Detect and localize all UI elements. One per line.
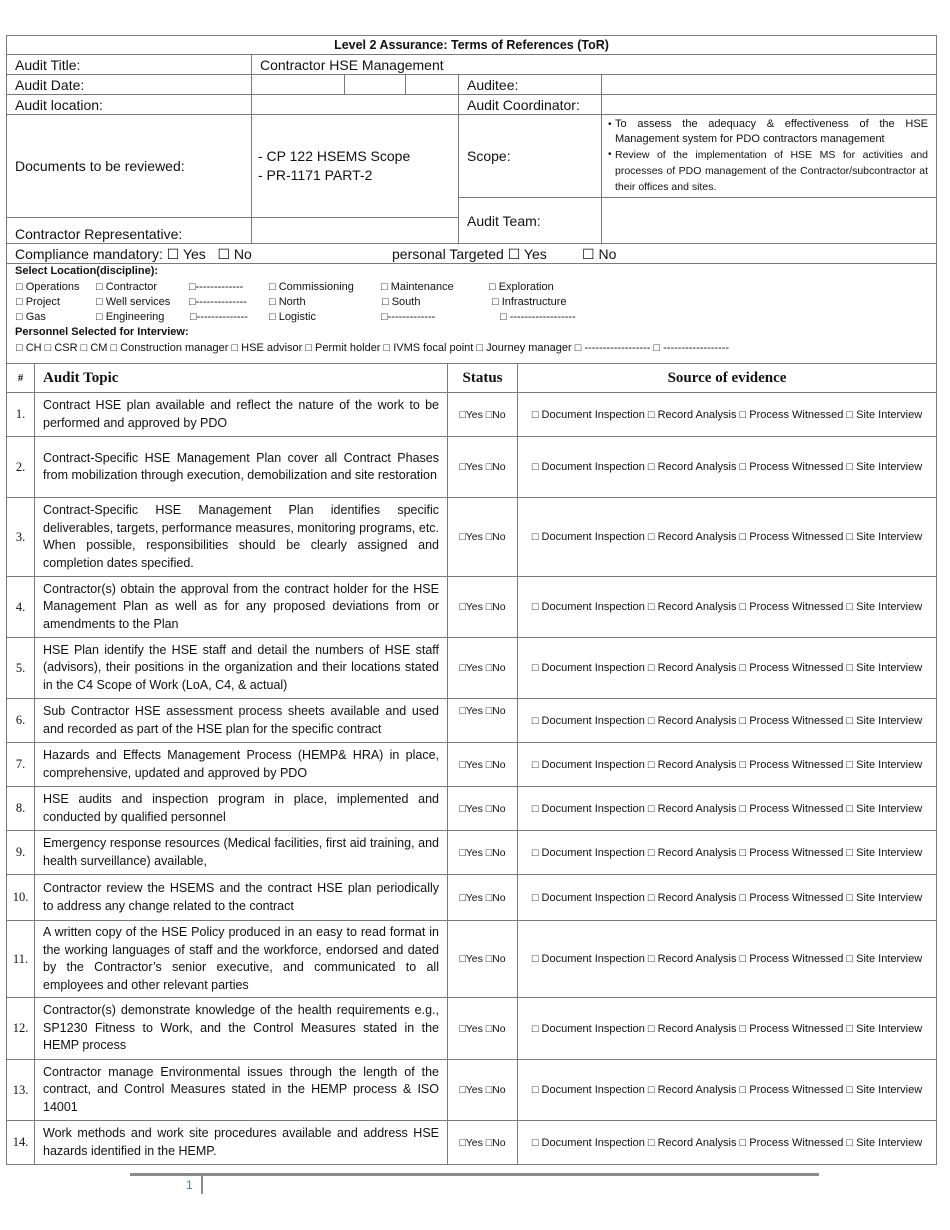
- header-source-text: Source of evidence: [667, 369, 787, 386]
- footer-rule: [130, 1173, 819, 1176]
- location-option[interactable]: □ Maintenance: [381, 281, 454, 293]
- row-number-cell: [6, 997, 35, 1060]
- location-option[interactable]: □--------------: [189, 296, 247, 308]
- source-evidence-checkboxes[interactable]: □ Document Inspection □ Record Analysis □ Process Witnessed □ Site Interview: [531, 1084, 923, 1096]
- checkbox-icon: ☐: [582, 246, 595, 262]
- source-cell[interactable]: [517, 830, 937, 875]
- location-option[interactable]: □-------------: [189, 281, 244, 293]
- source-evidence-checkboxes[interactable]: □ Document Inspection □ Record Analysis □ Process Witnessed □ Site Interview: [531, 1022, 923, 1035]
- row-number-cell: [6, 392, 35, 437]
- targeted-no-label: No: [598, 246, 617, 262]
- audit-topic-cell: [34, 786, 448, 831]
- audit-topic-text: HSE Plan identify the HSE staff and detail the numbers of HSE staff (advisors), their positions in the organization and their locations stated in the C4 Scope of Work (LoA, C4, & actual): [43, 642, 439, 692]
- compliance-no-checkbox[interactable]: [217, 246, 251, 262]
- personal-targeted: [392, 246, 547, 263]
- scope-label-text: Scope:: [467, 148, 511, 164]
- source-cell[interactable]: [517, 997, 937, 1060]
- source-cell[interactable]: [517, 874, 937, 921]
- row-number: 9.: [15, 845, 26, 859]
- status-yes-no-checkboxes[interactable]: □Yes □No: [459, 408, 506, 421]
- row-number: 8.: [15, 801, 26, 815]
- audit-topic-cell: [34, 1120, 448, 1165]
- audit-topic-cell: [34, 742, 448, 787]
- audit-location-field[interactable]: [251, 94, 459, 115]
- status-cell[interactable]: [447, 920, 518, 998]
- status-cell[interactable]: [447, 576, 518, 638]
- status-yes-no-checkboxes[interactable]: □Yes □No: [459, 891, 506, 904]
- audit-title-label: [6, 54, 252, 75]
- audit-date-month-field[interactable]: [344, 74, 406, 95]
- audit-topic-text: Contract-Specific HSE Management Plan identifies specific deliverables, targets, performance measures, monitoring programs, etc. When possible, responsibilities should be clearly assigned and completion dates specified.: [43, 503, 440, 570]
- document-item: - CP 122 HSEMS Scope: [258, 148, 411, 164]
- footer-divider: [201, 1176, 203, 1194]
- location-option[interactable]: □ Gas: [16, 311, 46, 323]
- location-option[interactable]: □ Logistic: [269, 311, 316, 323]
- audit-topic-text: HSE audits and inspection program in place, implemented and conducted by qualified personnel: [43, 792, 439, 824]
- compliance-mandatory: [15, 246, 252, 263]
- status-cell[interactable]: [447, 874, 518, 921]
- location-heading: Select Location(discipline):: [15, 265, 159, 277]
- document-title-text: Level 2 Assurance: Terms of References (ToR): [334, 38, 609, 52]
- header-number-text: #: [17, 372, 24, 384]
- source-evidence-checkboxes[interactable]: □ Document Inspection □ Record Analysis □ Process Witnessed □ Site Interview: [531, 531, 923, 543]
- contractor-rep-label: [6, 217, 252, 244]
- location-option[interactable]: □ Project: [16, 296, 60, 308]
- audit-topic-text: Sub Contractor HSE assessment process sheets available and used and recorded as part of the HSE plan for the specific contract: [43, 704, 439, 736]
- targeted-no-checkbox[interactable]: [582, 246, 616, 263]
- row-number: 11.: [12, 951, 29, 966]
- row-number-cell: [6, 786, 35, 831]
- header-status: [447, 363, 518, 393]
- status-yes-no-checkboxes[interactable]: □Yes □No: [459, 1022, 506, 1035]
- audit-topic-text: Contractor(s) obtain the approval from the contract holder for the HSE Management Plan as well as for any proposed deviations from or amendments to the Plan: [43, 581, 439, 631]
- location-option[interactable]: □ Contractor: [96, 281, 158, 293]
- documents-list: [258, 147, 410, 185]
- status-yes-no-checkboxes[interactable]: □Yes □No: [459, 1084, 506, 1096]
- contractor-rep-label-text: Contractor Representative:: [15, 225, 183, 242]
- status-yes-no-checkboxes[interactable]: □Yes □No: [459, 802, 506, 815]
- status-yes-no-checkboxes[interactable]: □Yes □No: [459, 461, 506, 473]
- audit-topic-cell: [34, 997, 448, 1060]
- row-number: 7.: [15, 757, 26, 771]
- audit-topic-text: Contractor manage Environmental issues through the length of the contract, and Control Measures stated in the HEMP process & ISO 14001: [43, 1064, 439, 1114]
- auditee-field[interactable]: [601, 74, 937, 95]
- compliance-mandatory-label: Compliance mandatory:: [15, 246, 163, 262]
- row-number-cell: [6, 436, 35, 498]
- status-yes-no-checkboxes[interactable]: □Yes □No: [459, 846, 506, 859]
- header-status-text: Status: [462, 369, 503, 386]
- source-evidence-checkboxes[interactable]: □ Document Inspection □ Record Analysis □ Process Witnessed □ Site Interview: [531, 662, 923, 674]
- audit-location-label-text: Audit location:: [15, 96, 103, 113]
- audit-topic-text: Emergency response resources (Medical facilities, first aid training, and health surveillance) available,: [43, 836, 439, 868]
- status-cell[interactable]: [447, 637, 518, 699]
- audit-topic-cell: [34, 698, 448, 743]
- source-cell[interactable]: [517, 1059, 937, 1121]
- row-number: 6.: [15, 713, 26, 727]
- row-number: 4.: [15, 599, 26, 614]
- status-cell[interactable]: [447, 742, 518, 787]
- compliance-no-label: No: [233, 246, 252, 262]
- personnel-heading: Personnel Selected for Interview:: [15, 326, 189, 338]
- audit-topic-cell: [34, 874, 448, 921]
- status-cell[interactable]: [447, 786, 518, 831]
- document-title: [6, 35, 937, 55]
- audit-topic-cell: [34, 1059, 448, 1121]
- targeted-yes-label: Yes: [523, 246, 547, 262]
- scope-item: • Review of the implementation of HSE MS for activities and processes of PDO management of the Contractor/subcontractor at their offices and sites.: [609, 147, 928, 195]
- source-evidence-checkboxes[interactable]: □ Document Inspection □ Record Analysis □ Process Witnessed □ Site Interview: [531, 601, 923, 613]
- audit-topic-text: Hazards and Effects Management Process (HEMP& HRA) in place, comprehensive, updated and approved by PDO: [43, 748, 439, 780]
- location-option[interactable]: □ Commissioning: [269, 281, 354, 293]
- location-option[interactable]: □ South: [382, 296, 421, 308]
- row-number-cell: [6, 874, 35, 921]
- location-option[interactable]: □ Well services: [96, 296, 171, 308]
- status-cell[interactable]: [447, 997, 518, 1060]
- row-number-cell: [6, 576, 35, 638]
- source-evidence-checkboxes[interactable]: □ Document Inspection □ Record Analysis □ Process Witnessed □ Site Interview: [531, 802, 923, 815]
- audit-team-label: [458, 197, 602, 244]
- location-section: [6, 263, 937, 364]
- source-cell[interactable]: [517, 920, 937, 998]
- audit-date-label-text: Audit Date:: [15, 76, 85, 93]
- status-yes-no-checkboxes[interactable]: □Yes □No: [459, 662, 506, 674]
- status-yes-no-checkboxes[interactable]: □Yes □No: [459, 705, 506, 717]
- source-cell[interactable]: [517, 576, 937, 638]
- compliance-row: [6, 243, 937, 264]
- location-option[interactable]: □ North: [269, 296, 306, 308]
- audit-location-label: [6, 94, 252, 115]
- audit-topic-text: Contract-Specific HSE Management Plan cover all Contract Phases from mobilization through execution, demobilization and site restoration: [43, 450, 439, 482]
- documents-label-text: Documents to be reviewed:: [15, 158, 185, 174]
- personnel-options[interactable]: □ CH □ CSR □ CM □ Construction manager □ HSE advisor □ Permit holder □ IVMS focal point □ Journey manager □ ------------------ □ ------------------: [16, 342, 730, 354]
- row-number-cell: [6, 742, 35, 787]
- source-evidence-checkboxes[interactable]: □ Document Inspection □ Record Analysis □ Process Witnessed □ Site Interview: [531, 408, 923, 421]
- document-item: - PR-1171 PART-2: [258, 167, 373, 183]
- row-number: 5.: [15, 660, 26, 675]
- audit-topic-cell: [34, 436, 448, 498]
- status-yes-no-checkboxes[interactable]: □Yes □No: [459, 953, 506, 965]
- row-number: 12.: [12, 1021, 29, 1035]
- audit-topic-text: A written copy of the HSE Policy produced in an easy to read format in the working languages of staff and the workforce, endorsed and dated by the Contractor’s senior executive, and communicated to all employees and other relevant parties: [43, 925, 439, 992]
- source-evidence-checkboxes[interactable]: □ Document Inspection □ Record Analysis □ Process Witnessed □ Site Interview: [531, 953, 923, 965]
- status-cell[interactable]: [447, 1059, 518, 1121]
- location-option[interactable]: □ Exploration: [489, 281, 554, 293]
- source-evidence-checkboxes[interactable]: □ Document Inspection □ Record Analysis □ Process Witnessed □ Site Interview: [531, 758, 923, 771]
- location-option[interactable]: □--------------: [190, 311, 248, 323]
- status-cell[interactable]: [447, 392, 518, 437]
- header-audit-topic-text: Audit Topic: [43, 369, 119, 386]
- location-option[interactable]: □ Infrastructure: [492, 296, 567, 308]
- row-number: 10.: [12, 890, 29, 904]
- checkbox-icon: ☐: [217, 246, 231, 262]
- source-cell[interactable]: [517, 698, 937, 743]
- header-source: [517, 363, 937, 393]
- audit-title-field[interactable]: [251, 54, 937, 75]
- source-cell[interactable]: [517, 436, 937, 498]
- audit-topic-text: Contractor(s) demonstrate knowledge of the health requirements e.g., SP1230 Fitness to Work, and the Control Measures stated in the HEMP process: [43, 1003, 439, 1053]
- audit-date-label: [6, 74, 252, 95]
- audit-topic-cell: [34, 576, 448, 638]
- audit-topic-cell: [34, 637, 448, 699]
- source-cell[interactable]: [517, 1120, 937, 1165]
- audit-title-value: Contractor HSE Management: [260, 56, 444, 73]
- scope-list: [609, 117, 928, 195]
- status-yes-no-checkboxes[interactable]: □Yes □No: [459, 531, 506, 543]
- compliance-yes-label: Yes: [182, 246, 206, 262]
- row-number-cell: [6, 920, 35, 998]
- status-cell[interactable]: [447, 830, 518, 875]
- source-cell[interactable]: [517, 392, 937, 437]
- location-option[interactable]: □ Engineering: [96, 311, 165, 323]
- source-cell[interactable]: [517, 637, 937, 699]
- row-number-cell: [6, 497, 35, 577]
- location-option[interactable]: □ Operations: [16, 281, 80, 293]
- checkbox-icon: ☐: [166, 246, 180, 262]
- row-number: 2.: [15, 459, 26, 474]
- row-number-cell: [6, 637, 35, 699]
- source-evidence-checkboxes[interactable]: □ Document Inspection □ Record Analysis □ Process Witnessed □ Site Interview: [531, 461, 923, 473]
- audit-topic-cell: [34, 830, 448, 875]
- status-yes-no-checkboxes[interactable]: □Yes □No: [459, 758, 506, 771]
- compliance-yes-checkbox[interactable]: [167, 246, 206, 262]
- audit-topic-text: Contractor review the HSEMS and the contract HSE plan periodically to address any change related to the contract: [43, 881, 439, 913]
- location-option[interactable]: □-------------: [381, 311, 436, 323]
- personal-targeted-label: personal Targeted: [392, 246, 504, 262]
- audit-topic-text: Work methods and work site procedures available and address HSE hazards identified in the HEMP.: [43, 1126, 439, 1158]
- header-number: [6, 363, 35, 393]
- source-evidence-checkboxes[interactable]: □ Document Inspection □ Record Analysis □ Process Witnessed □ Site Interview: [531, 714, 923, 727]
- row-number: 14.: [12, 1135, 29, 1149]
- source-evidence-checkboxes[interactable]: □ Document Inspection □ Record Analysis □ Process Witnessed □ Site Interview: [531, 846, 923, 859]
- scope-item: • To assess the adequacy & effectiveness of the HSE Management system for PDO contractors management: [609, 117, 928, 147]
- status-cell[interactable]: [447, 436, 518, 498]
- audit-coordinator-field[interactable]: [601, 94, 937, 115]
- auditee-label: [458, 74, 602, 95]
- audit-topic-cell: [34, 392, 448, 437]
- status-cell[interactable]: [447, 698, 518, 743]
- status-yes-no-checkboxes[interactable]: □Yes □No: [459, 601, 506, 613]
- row-number: 13.: [12, 1082, 29, 1097]
- auditee-label-text: Auditee:: [467, 76, 519, 93]
- status-yes-no-checkboxes[interactable]: □Yes □No: [459, 1136, 506, 1149]
- checkbox-icon: ☐: [507, 246, 521, 262]
- contractor-rep-field[interactable]: [251, 217, 459, 244]
- audit-date-year-field[interactable]: [405, 74, 459, 95]
- audit-coordinator-label-text: Audit Coordinator:: [467, 96, 580, 113]
- targeted-yes-checkbox[interactable]: [508, 246, 547, 262]
- row-number: 3.: [15, 529, 26, 544]
- audit-topic-text: Contract HSE plan available and reflect the nature of the work to be performed and approved by PDO: [43, 398, 439, 430]
- documents-label: [6, 114, 252, 218]
- audit-team-label-text: Audit Team:: [467, 212, 541, 229]
- row-number-cell: [6, 1120, 35, 1165]
- audit-topic-cell: [34, 920, 448, 998]
- row-number-cell: [6, 830, 35, 875]
- status-cell[interactable]: [447, 497, 518, 577]
- audit-team-field[interactable]: [601, 197, 937, 244]
- audit-coordinator-label: [458, 94, 602, 115]
- source-evidence-checkboxes[interactable]: □ Document Inspection □ Record Analysis □ Process Witnessed □ Site Interview: [531, 891, 923, 904]
- audit-title-label-text: Audit Title:: [15, 56, 81, 73]
- source-evidence-checkboxes[interactable]: □ Document Inspection □ Record Analysis □ Process Witnessed □ Site Interview: [531, 1136, 923, 1149]
- header-audit-topic: [34, 363, 448, 393]
- scope-label: [458, 114, 602, 198]
- source-cell[interactable]: [517, 497, 937, 577]
- documents-field[interactable]: [251, 114, 459, 218]
- source-cell[interactable]: [517, 742, 937, 787]
- status-cell[interactable]: [447, 1120, 518, 1165]
- scope-field[interactable]: [601, 114, 937, 198]
- audit-topic-cell: [34, 497, 448, 577]
- page-number: 1: [186, 1178, 193, 1192]
- row-number-cell: [6, 698, 35, 743]
- location-option[interactable]: □ ------------------: [500, 311, 576, 323]
- audit-date-day-field[interactable]: [251, 74, 345, 95]
- row-number-cell: [6, 1059, 35, 1121]
- source-cell[interactable]: [517, 786, 937, 831]
- row-number: 1.: [15, 407, 26, 421]
